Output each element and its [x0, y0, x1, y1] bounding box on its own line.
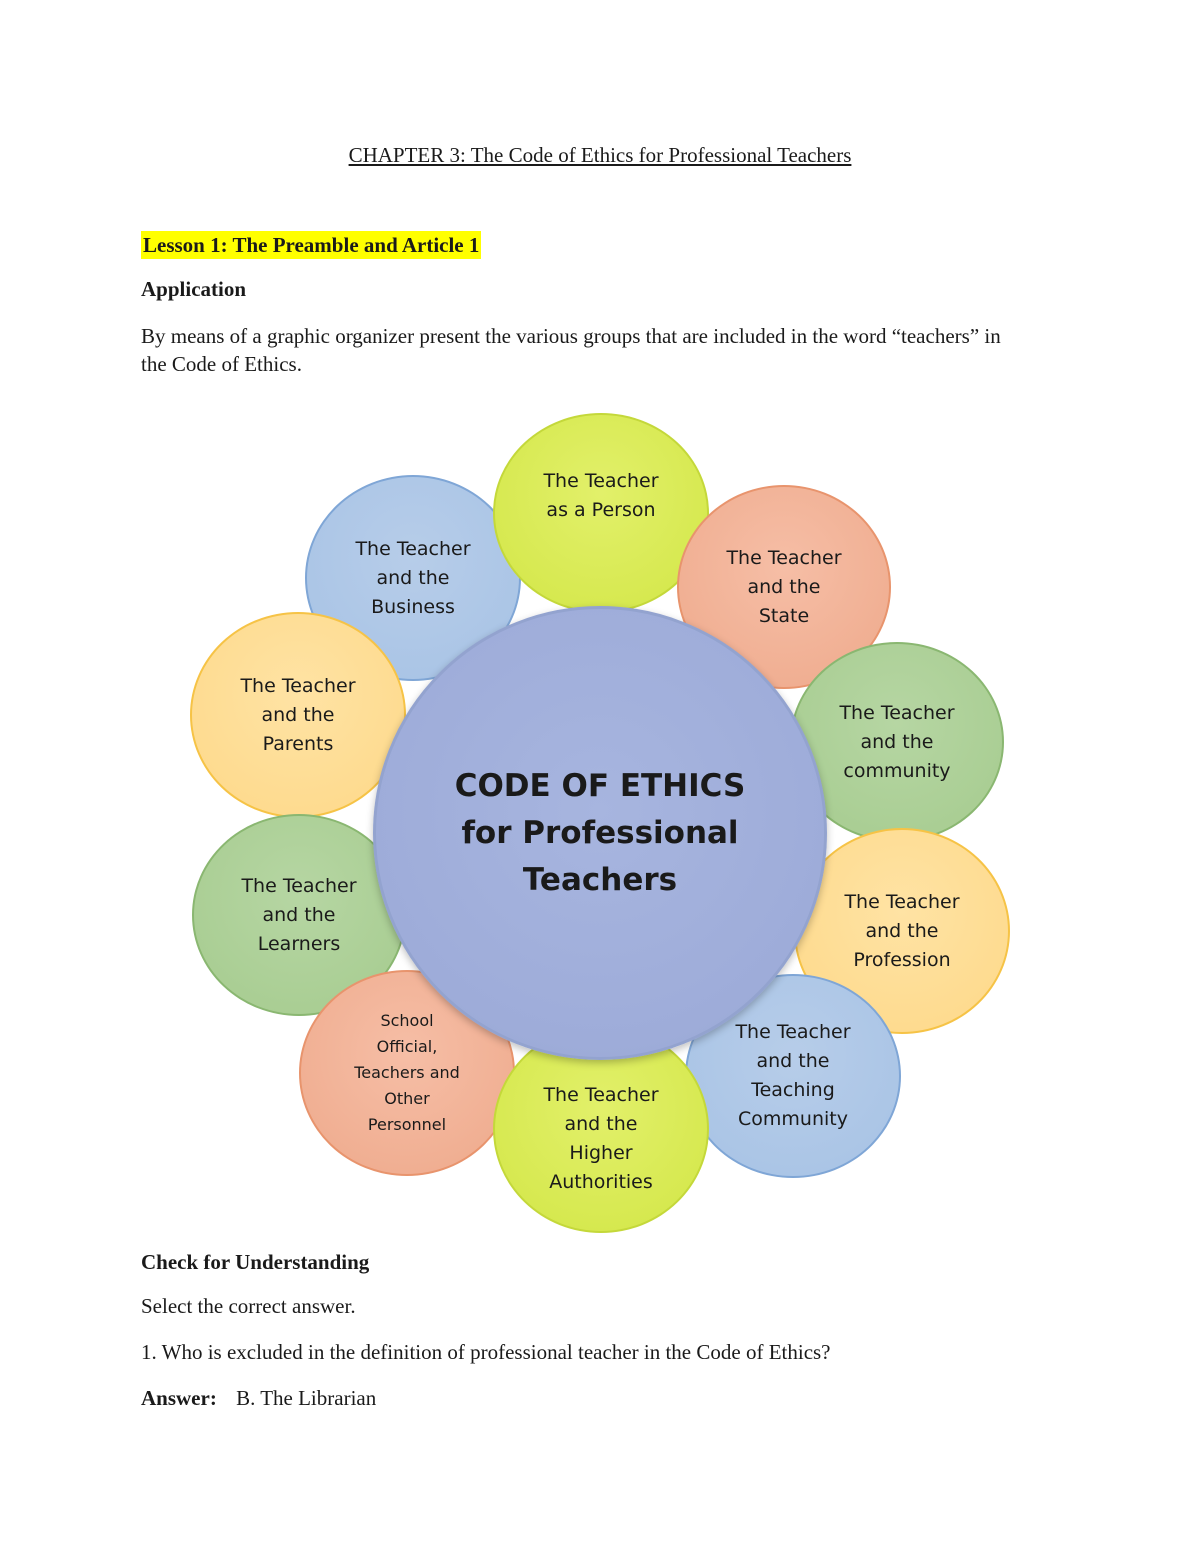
bubble-label: The Teacher as a Person — [543, 470, 659, 521]
chapter-title: CHAPTER 3: The Code of Ethics for Professional Teachers — [348, 143, 852, 167]
bubble-label: The Teacher and the community — [839, 701, 955, 782]
bubble-label: The Teacher and the Higher Authorities — [543, 1084, 659, 1193]
graphic-organizer — [180, 405, 1020, 1235]
bubble-label: The Teacher and the Business — [355, 537, 471, 618]
check-heading: Check for Understanding — [141, 1250, 370, 1274]
answer-line — [141, 1384, 1021, 1412]
question-1: 1. Who is excluded in the definition of professional teacher in the Code of Ethics? — [141, 1340, 831, 1364]
answer-label: Answer: — [141, 1386, 217, 1410]
bubble-label: The Teacher and the State — [726, 546, 842, 627]
bubble-label: School Official, Teachers and Other Personnel — [354, 1011, 460, 1134]
application-instructions: By means of a graphic organizer present the various groups that are included in the word “teachers” in the Code of Ethics. — [141, 324, 1001, 376]
bubble-teacher-parents — [190, 612, 406, 818]
bubble-label: The Teacher and the Parents — [240, 674, 356, 755]
center-circle-code-of-ethics — [373, 606, 827, 1060]
bubble-label: The Teacher and the Learners — [241, 874, 357, 955]
instruction-text: Select the correct answer. — [141, 1294, 356, 1318]
bubble-label: The Teacher and the Teaching Community — [735, 1021, 851, 1130]
center-label: CODE OF ETHICS for Professional Teachers — [454, 767, 746, 898]
application-heading: Application — [141, 277, 247, 301]
answer-value: B. The Librarian — [236, 1386, 377, 1410]
bubble-label: The Teacher and the Profession — [844, 890, 960, 971]
lesson-heading: Lesson 1: The Preamble and Article 1 — [143, 233, 480, 257]
